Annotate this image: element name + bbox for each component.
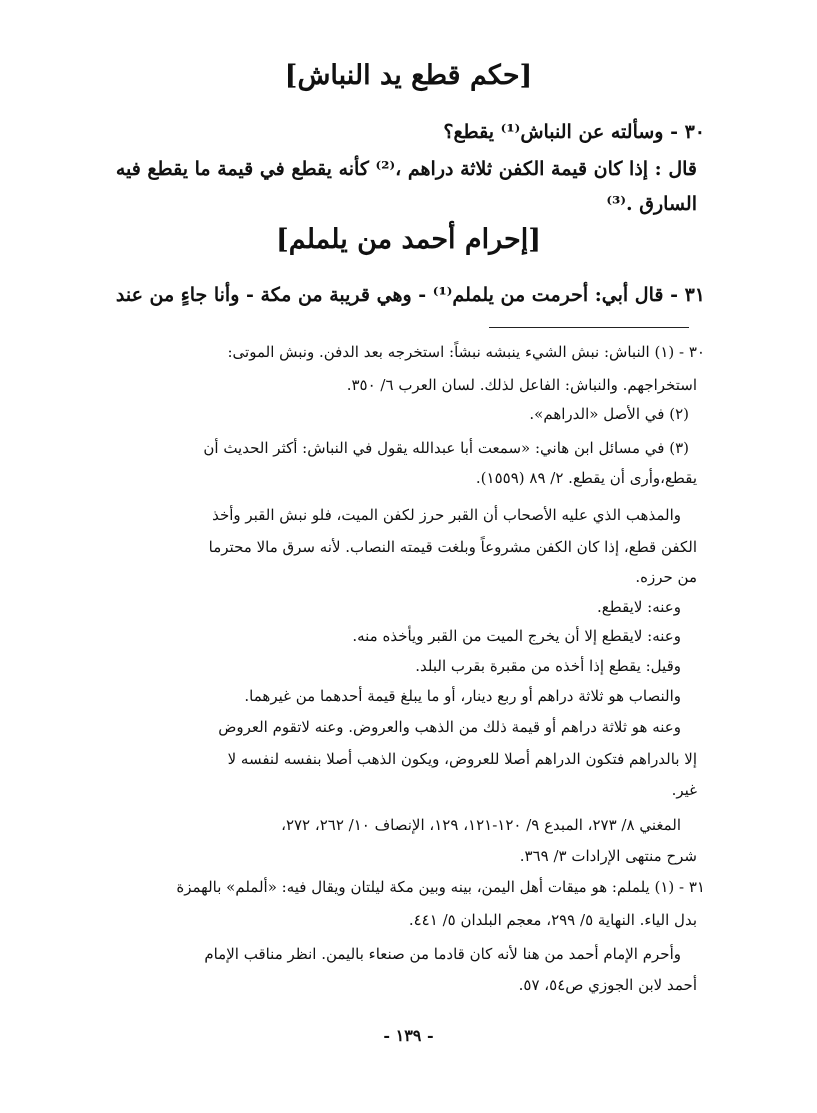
footnote-line: شرح منتهى الإرادات ٣/ ٣٦٩. bbox=[519, 847, 697, 865]
section-heading-nabbash: [حكم قطع يد النباش] bbox=[284, 60, 533, 91]
footnote-line: وعنه: لايقطع. bbox=[597, 598, 681, 616]
footnote-line: يقطع،وأرى أن يقطع. ٢/ ٨٩ (١٥٥٩). bbox=[475, 469, 697, 487]
footnote-line: أحمد لابن الجوزي ص٥٤، ٥٧. bbox=[518, 976, 697, 994]
footnote-line: (٢) في الأصل «الدراهم». bbox=[529, 405, 689, 423]
footnote-line: الكفن قطع، إذا كان الكفن مشروعاً وبلغت قيمته النصاب. لأنه سرق مالا محترما bbox=[208, 538, 697, 556]
footnote-line: المغني ٨/ ٢٧٣، المبدع ٩/ ١٢٠-١٢١، ١٢٩، الإنصاف ١٠/ ٢٦٢، ٢٧٢، bbox=[281, 816, 681, 834]
footnote-line: ٣١ - (١) يلملم: هو ميقات أهل اليمن، بينه وبين مكة ليلتان ويقال فيه: «ألملم» بالهمزة bbox=[176, 878, 705, 896]
question-31-line-1: ٣١ - قال أبي: أحرمت من يلملم⁽¹⁾ - وهي قريبة من مكة - وأنا جاءٍ من عند bbox=[115, 284, 705, 306]
question-30-line-2: قال : إذا كان قيمة الكفن ثلاثة دراهم ،⁽²⁾ كأنه يقطع في قيمة ما يقطع فيه bbox=[115, 158, 697, 180]
footnote-line: بدل الياء. النهاية ٥/ ٢٩٩، معجم البلدان ٥/ ٤٤١. bbox=[408, 911, 697, 929]
footnote-separator bbox=[489, 327, 689, 328]
question-30-line-1: ٣٠ - وسألته عن النباش⁽¹⁾ يقطع؟ bbox=[443, 121, 705, 143]
footnote-line: والنصاب هو ثلاثة دراهم أو ربع دينار، أو ما يبلغ قيمة أحدهما من غيرهما. bbox=[244, 687, 681, 705]
footnote-line: والمذهب الذي عليه الأصحاب أن القبر حرز لكفن الميت، فلو نبش القبر وأخذ bbox=[212, 506, 681, 524]
footnote-line: وأحرم الإمام أحمد من هنا لأنه كان قادما من صنعاء باليمن. انظر مناقب الإمام bbox=[204, 945, 681, 963]
footnote-line: (٣) في مسائل ابن هاني: «سمعت أبا عبدالله يقول في النباش: أكثر الحديث أن bbox=[203, 439, 689, 457]
footnote-line: ٣٠ - (١) النباش: نبش الشيء ينبشه نبشاً: استخرجه بعد الدفن. ونبش الموتى: bbox=[227, 343, 705, 361]
page-number: - ١٣٩ - bbox=[383, 1026, 434, 1045]
question-30-line-3: السارق .⁽³⁾ bbox=[606, 193, 697, 215]
section-heading-ihram: [إحرام أحمد من يلملم] bbox=[275, 224, 542, 255]
footnote-line: وقيل: يقطع إذا أخذه من مقبرة بقرب البلد. bbox=[415, 657, 681, 675]
footnote-line: من حرزه. bbox=[635, 568, 697, 586]
footnote-line: وعنه هو ثلاثة دراهم أو قيمة ذلك من الذهب والعروض. وعنه لاتقوم العروض bbox=[218, 718, 681, 736]
footnote-line: استخراجهم. والنباش: الفاعل لذلك. لسان العرب ٦/ ٣٥٠. bbox=[346, 376, 697, 394]
footnote-line: وعنه: لايقطع إلا أن يخرج الميت من القبر ويأخذه منه. bbox=[352, 627, 681, 645]
footnote-line: إلا بالدراهم فتكون الدراهم أصلا للعروض، ويكون الذهب أصلا بنفسه لنفسه لا bbox=[227, 750, 697, 768]
footnote-line: غير. bbox=[671, 781, 697, 799]
